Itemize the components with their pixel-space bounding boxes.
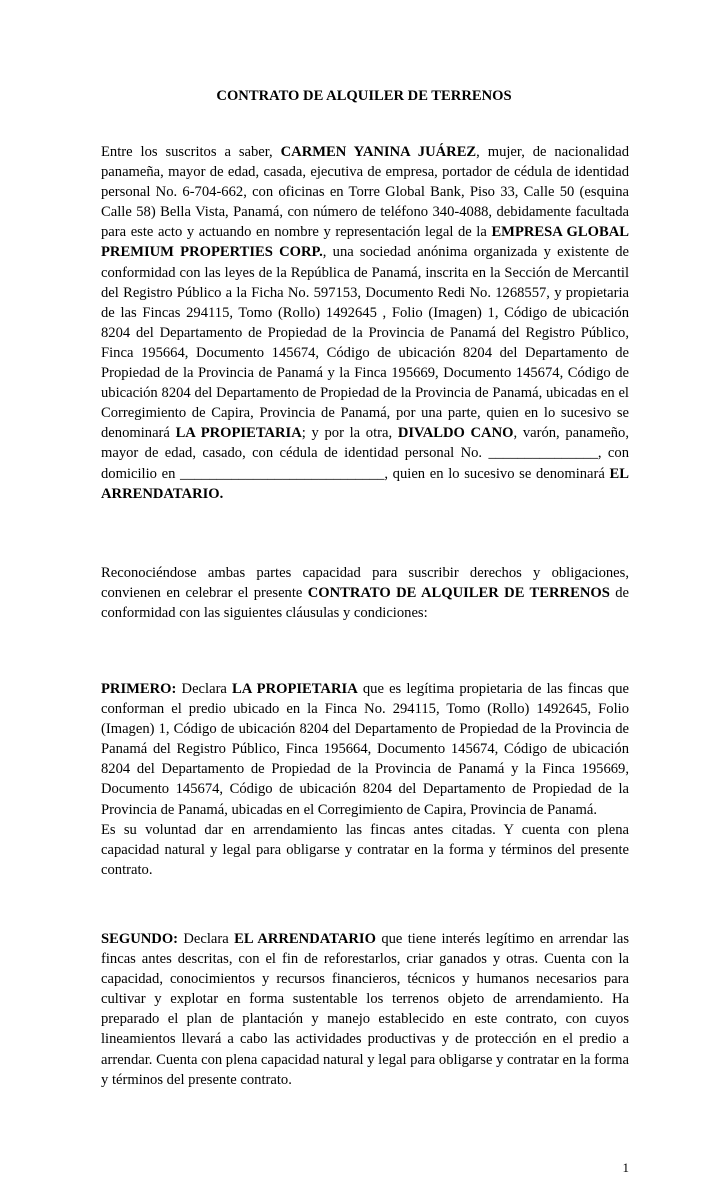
- text-run: que tiene interés legítimo en arrendar las fincas antes descritas, con el fin de reforestarlos, criar ganados y otras. Cuenta con la capacidad, conocimientos y recursos financieros, técnicos y humanos necesarios para cultivar y explotar en forma sustentable los terrenos objeto de arrendamiento. Ha preparado el plan de plantación y manejo establecido en este contrato, con cuyos lineamientos llevará a cabo las actividades productivas y de protección en el predio a arrendar. Cuenta con plena capacidad natural y legal para obligarse y contratar en la forma y términos del presente contrato.: [101, 931, 629, 1088]
- text-run: Declara: [178, 931, 235, 947]
- page-title: CONTRATO DE ALQUILER DE TERRENOS: [216, 88, 512, 104]
- page-number: 1: [622, 1160, 629, 1175]
- party-name-tenant: DIVALDO CANO: [397, 425, 514, 442]
- contract-name: CONTRATO DE ALQUILER DE TERRENOS: [307, 585, 610, 602]
- text-run: Entre los suscritos a saber,: [101, 144, 281, 160]
- defined-term-tenant: EL ARRENDATARIO: [234, 931, 376, 947]
- paragraph-agreement: [101, 563, 629, 623]
- defined-term-owner: LA PROPIETARIA: [232, 681, 358, 697]
- text-run: que es legítima propietaria de las fincas que conforman el predio ubicado en la Finca No. 294115, Tomo (Rollo) 1492645, Folio (Imagen) 1, Código de ubicación 8204 del Departamento de Propiedad de la Provincia de Panamá del Registro Público, Finca 195664, Documento 145674, Código de ubicación 8204 del Departamento de Propiedad de la Provincia de Panamá y la Finca 195669, Documento 145674, Código de ubicación 8204 del Departamento de Propiedad de la Provincia de Panamá, ubicadas en el Corregimiento de Capira, Provincia de Panamá.: [101, 681, 629, 818]
- clause-heading: SEGUNDO:: [101, 931, 179, 947]
- defined-term-owner: LA PROPIETARIA: [175, 425, 302, 442]
- text-run: , varón, panameño, mayor de edad, casado, con cédula de identidad personal No. _______________, con domicilio en ____________________________, quien en lo sucesivo se denominará: [101, 425, 629, 482]
- clause-segundo: [101, 929, 629, 1090]
- paragraph-parties: [101, 142, 629, 504]
- text-run: Es su voluntad dar en arrendamiento las fincas antes citadas. Y cuenta con plena capacidad natural y legal para obligarse y contratar en la forma y términos del presente contrato.: [101, 821, 629, 878]
- text-run: de conformidad con las siguientes cláusulas y condiciones:: [101, 585, 629, 622]
- text-run: , una sociedad anónima organizada y existente de conformidad con las leyes de la República de Panamá, inscrita en la Sección de Mercantil del Registro Público a la Ficha No. 597153, Documento Redi No. 1268557, y propietaria de las Fincas 294115, Tomo (Rollo) 1492645 , Folio (Imagen) 1, Código de ubicación 8204 del Departamento de Propiedad de la Provincia de Panamá del Registro Público, Finca 195664, Documento 145674, Código de ubicación 8204 del Departamento de Propiedad de la Provincia de Panamá y la Finca 195669, Documento 145674, Código de ubicación 8204 del Departamento de Propiedad de la Provincia de Panamá, ubicadas en el Corregimiento de Capira, Provincia de Panamá, por una parte, quien en lo sucesivo se denominará: [101, 244, 629, 442]
- clause-primero: [101, 679, 629, 880]
- text-run: ; y por la otra,: [301, 425, 398, 442]
- text-run: , mujer, de nacionalidad panameña, mayor de edad, casada, ejecutiva de empresa, portador de cédula de identidad personal No. 6-704-662, con oficinas en Torre Global Bank, Piso 33, Calle 50 (esquina Calle 58) Bella Vista, Panamá, con número de teléfono 340-4088, debidamente facultada para este acto y actuando en nombre y representación legal de la: [101, 144, 629, 241]
- defined-term-tenant: EL ARRENDATARIO.: [101, 465, 629, 502]
- party-name-owner-rep: CARMEN YANINA JUÁREZ: [280, 144, 477, 160]
- company-name: EMPRESA GLOBAL PREMIUM PROPERTIES CORP.: [101, 224, 630, 261]
- clause-heading: PRIMERO:: [101, 681, 177, 697]
- text-run: Declara: [176, 681, 233, 697]
- text-run: Reconociéndose ambas partes capacidad para suscribir derechos y obligaciones, convienen en celebrar el presente: [101, 565, 629, 602]
